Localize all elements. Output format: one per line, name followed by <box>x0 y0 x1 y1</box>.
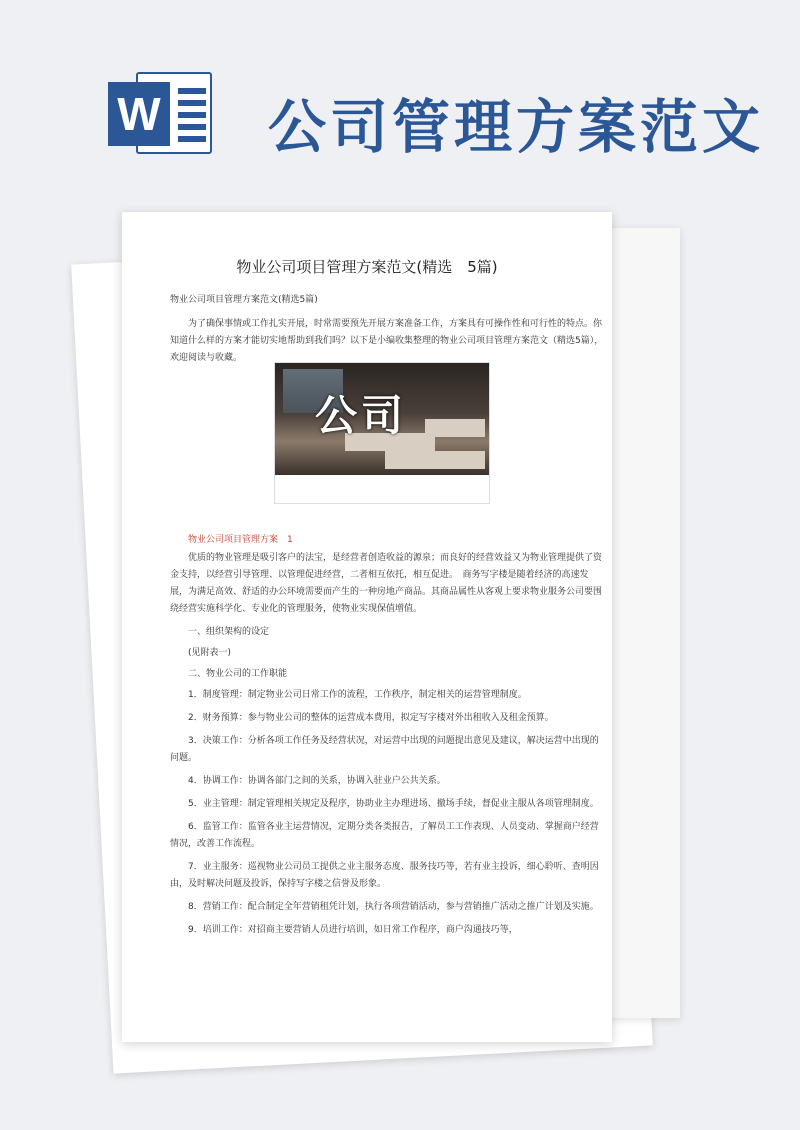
document-subtitle: 物业公司项目管理方案范文(精选5篇) <box>170 295 318 305</box>
intro-paragraph: 为了确保事情或工作扎实开展，时常需要预先开展方案准备工作，方案具有可操作性和可行性的特点。你知道什么样的方案才能切实地帮助到我们吗？以下是小编收集整理的物业公司项目管理方案范文（精选5篇），欢迎阅读与收藏。 <box>170 319 604 363</box>
word-letter: W <box>108 82 170 146</box>
list-item: 7．业主服务：巡视物业公司员工提供之业主服务态度、服务技巧等，若有业主投诉，细心聆听、查明因由，及时解决问题及投诉，保持写字楼之信誉及形象。 <box>170 862 599 889</box>
list-item: 8．营销工作：配合制定全年营销租凭计划，执行各项营销活动，参与营销推广活动之推广计划及实施。 <box>188 902 599 912</box>
paragraph: (见附表一) <box>188 648 232 658</box>
document-title: 物业公司项目管理方案范文(精选 5篇) <box>236 258 498 276</box>
list-item: 1．制度管理：制定物业公司日常工作的流程，工作秩序，制定相关的运营管理制度。 <box>188 690 527 700</box>
word-logo-icon <box>108 72 212 154</box>
office-scene-image <box>275 363 489 475</box>
list-item: 9．培训工作：对招商主要营销人员进行培训，如日常工作程序，商户沟通技巧等， <box>188 925 518 935</box>
paragraph: 一、组织架构的设定 <box>188 627 270 637</box>
paragraph: 优质的物业管理是吸引客户的法宝，是经营者创造收益的源泉；而良好的经营效益又为物业管理提供了资金支持，以经营引导管理、以管理促进经营，二者相互依托，相互促进。 商务写字楼是随着经济的高速发展，为满足高效、舒适的办公环境需要而产生的一种房地产商品。其商品属性从客观上要求物业服务公司要围绕经营实施科学化、专业化的管理服务，使物业实现保值增值。 <box>170 553 603 614</box>
section-heading: 物业公司项目管理方案 1 <box>188 535 293 545</box>
list-item: 2．财务预算：参与物业公司的整体的运营成本费用，拟定写字楼对外出租收入及租金预算。 <box>188 713 554 723</box>
office-photo <box>274 362 490 504</box>
document-body <box>170 550 606 945</box>
paper-back-sheet-right <box>604 228 680 1018</box>
photo-caption: 公司 <box>315 391 408 440</box>
list-item: 3．决策工作：分析各项工作任务及经营状况，对运营中出现的问题提出意见及建议，解决运营中出现的问题。 <box>170 736 599 763</box>
list-item: 4．协调工作：协调各部门之间的关系，协调入驻业户公共关系。 <box>188 776 446 786</box>
list-item: 6．监管工作：监管各业主运营情况，定期分类各类报告，了解员工工作表现、人员变动、掌握商户经营情况，改善工作流程。 <box>170 822 599 849</box>
document-page <box>122 212 612 1042</box>
paragraph: 二、物业公司的工作职能 <box>188 669 288 679</box>
page-title: 公司管理方案范文 <box>268 93 765 161</box>
list-item: 5．业主管理：制定管理相关规定及程序，协助业主办理进场、撤场手续，督促业主服从各项管理制度。 <box>188 799 599 809</box>
